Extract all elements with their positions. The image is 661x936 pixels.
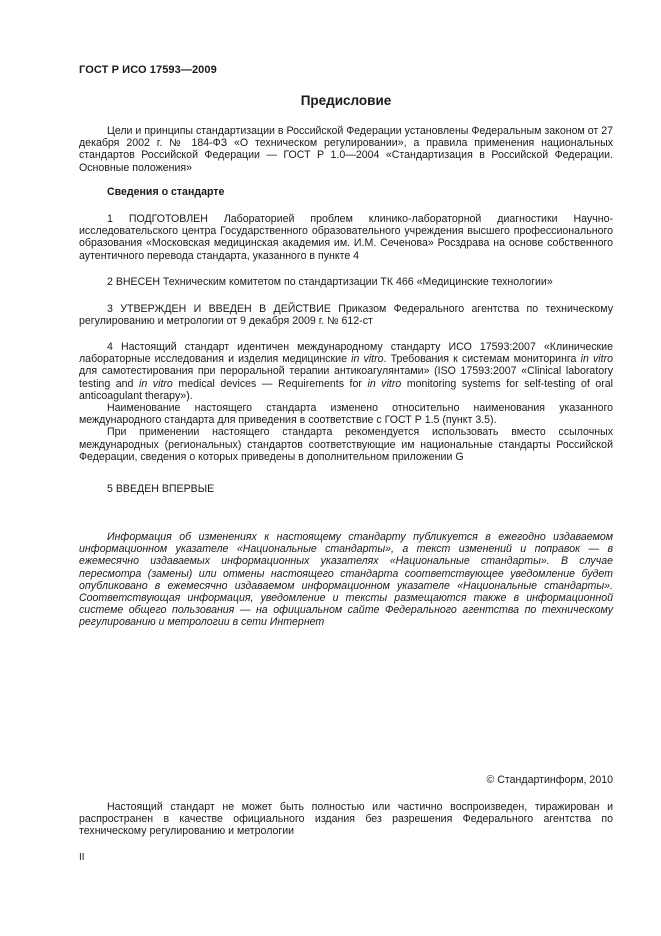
- copyright-line: © Стандартинформ, 2010: [486, 774, 613, 786]
- item-3-paragraph: 3 УТВЕРЖДЕН И ВВЕДЕН В ДЕЙСТВИЕ Приказом Федерального агентства по техническому регулированию и метрологии от 9 декабря 2009 г. № 612-ст: [79, 303, 613, 328]
- item-4-text-d: medical devices — Requirements for: [172, 377, 368, 390]
- item-5-paragraph: 5 ВВЕДЕН ВПЕРВЫЕ: [107, 483, 215, 495]
- item-4-paragraph-1: [79, 341, 613, 402]
- notice-paragraph: Информация об изменениях к настоящему стандарту публикуется в ежегодно издаваемом информационном указателе «Национальные стандарты», а текст изменений и поправок — в ежемесячно издаваемых информационных указателях «Национальные стандарты». В случае пересмотра (замены) или отмены настоящего стандарта соответствующее уведомление будет опубликовано в ежемесячно издаваемом информационном указателе «Национальные стандарты». Соответствующая информация, уведомление и тексты размещаются также в информационной системе общего пользования — на официальном сайте Федерального агентства по техническому регулированию и метрологии в сети Интернет: [79, 531, 613, 629]
- intro-paragraph: Цели и принципы стандартизации в Российской Федерации установлены Федеральным законом от 27 декабря 2002 г. № 184-ФЗ «О техническом регулировании», а правила применения национальных стандартов Российской Федерации — ГОСТ Р 1.0—2004 «Стандартизация в Российской Федерации. Основные положения»: [79, 125, 613, 174]
- item-4-block: [79, 341, 613, 463]
- item-4-italic-1: in vitro: [351, 353, 384, 366]
- item-4-text-c: для самотестирования при пероральной терапии антикоагулянтами» (ISO 17593:2007 «Clinical laboratory testing and: [79, 365, 613, 390]
- item-4-paragraph-2: Наименование настоящего стандарта изменено относительно наименования указанного международного стандарта для приведения в соответствие с ГОСТ Р 1.5 (пункт 3.5).: [79, 402, 613, 427]
- item-4-italic-2: in vitro: [580, 353, 613, 366]
- footer-paragraph: Настоящий стандарт не может быть полностью или частично воспроизведен, тиражирован и распространен в качестве официального издания без разрешения Федерального агентства по техническому регулированию и метрологии: [79, 801, 613, 838]
- item-1-paragraph: 1 ПОДГОТОВЛЕН Лабораторией проблем клинико-лабораторной диагностики Научно-исследовательского центра Государственного образовательного учреждения высшего профессионального образования «Московская медицинская академия им. И.М. Сеченова» Росздрава на основе собственного аутентичного перевода стандарта, указанного в пункте 4: [79, 213, 613, 262]
- item-4-text-b: . Требования к системам мониторинга: [383, 353, 581, 366]
- item-2-paragraph: 2 ВНЕСЕН Техническим комитетом по стандартизации ТК 466 «Медицинские технологии»: [107, 276, 553, 288]
- item-4-paragraph-3: При применении настоящего стандарта рекомендуется использовать вместо ссылочных международных (региональных) стандартов соответствующие им национальные стандарты Российской Федерации, сведения о которых приведены в дополнительном приложении G: [79, 426, 613, 463]
- page-number: II: [79, 852, 85, 863]
- section-heading: Сведения о стандарте: [107, 186, 225, 198]
- item-4-italic-4: in vitro: [367, 377, 402, 390]
- page-title: Предисловие: [300, 93, 392, 108]
- item-4-text-a: 4 Настоящий стандарт идентичен международному стандарту ИСО 17593:2007 «Клинические лабораторные исследования и изделия медицинские: [79, 341, 613, 366]
- document-id-header: ГОСТ Р ИСО 17593—2009: [79, 64, 217, 76]
- item-4-italic-3: in vitro: [139, 377, 173, 390]
- item-4-text-e: monitoring systems for self-testing of oral anticoagulant therapy»).: [79, 377, 613, 402]
